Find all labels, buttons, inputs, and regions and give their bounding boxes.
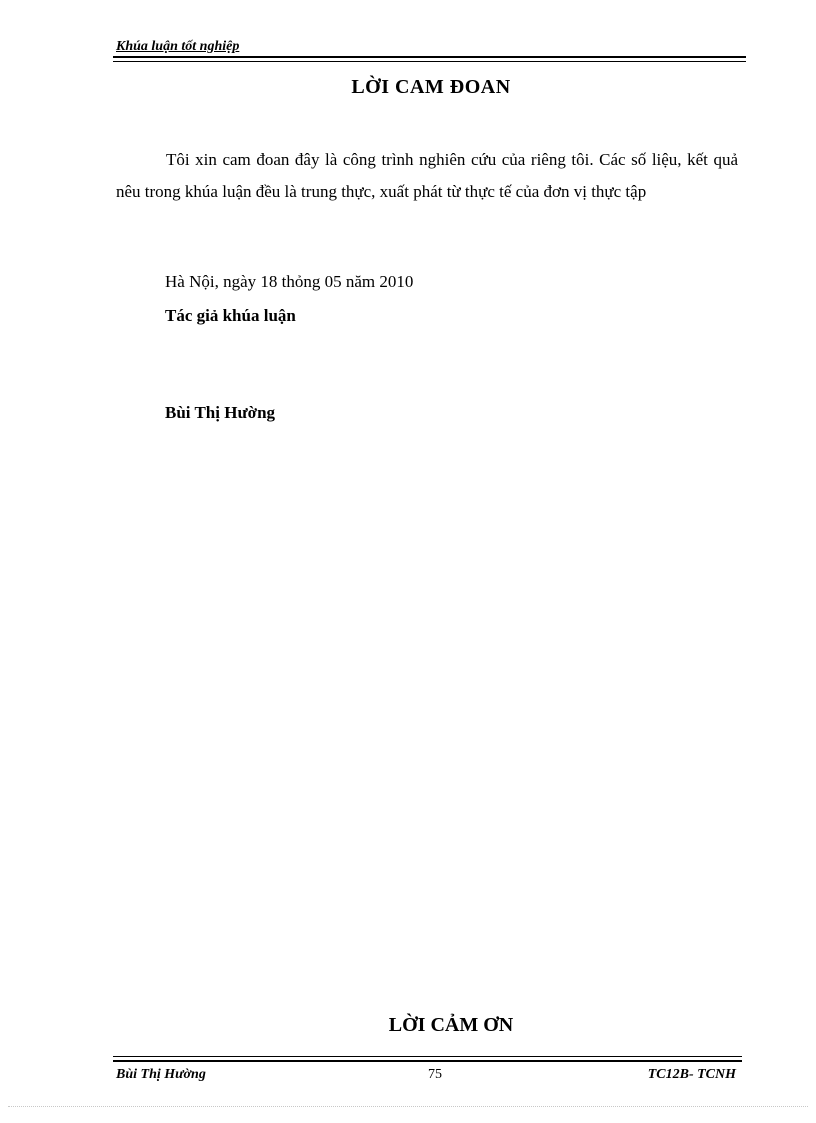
- header-rule: [113, 56, 746, 58]
- footer-rule: [113, 1056, 742, 1057]
- next-section-title: LỜI CẢM ƠN: [388, 1014, 514, 1036]
- author-name: Bùi Thị Hường: [165, 403, 276, 422]
- page-title: LỜI CAM ĐOAN: [351, 76, 511, 98]
- running-header: Khúa luận tốt nghiệp: [116, 39, 240, 54]
- page-bottom-border: [8, 1106, 808, 1107]
- footer-class-code: TC12B- TCNH: [647, 1067, 736, 1082]
- footer-author: Bùi Thị Hường: [116, 1067, 206, 1082]
- header-rule-secondary: [113, 61, 746, 62]
- page-number: 75: [428, 1067, 442, 1082]
- footer-rule-secondary: [113, 1060, 742, 1062]
- date-line: Hà Nội, ngày 18 thỏng 05 năm 2010: [165, 272, 414, 291]
- author-role: Tác giả khúa luận: [165, 306, 296, 325]
- declaration-paragraph: Tôi xin cam đoan đây là công trình nghiên cứu của riêng tôi. Các số liệu, kết quả nêu trong khúa luận đều là trung thực, xuất phát từ thực tế của đơn vị thực tập: [116, 150, 738, 201]
